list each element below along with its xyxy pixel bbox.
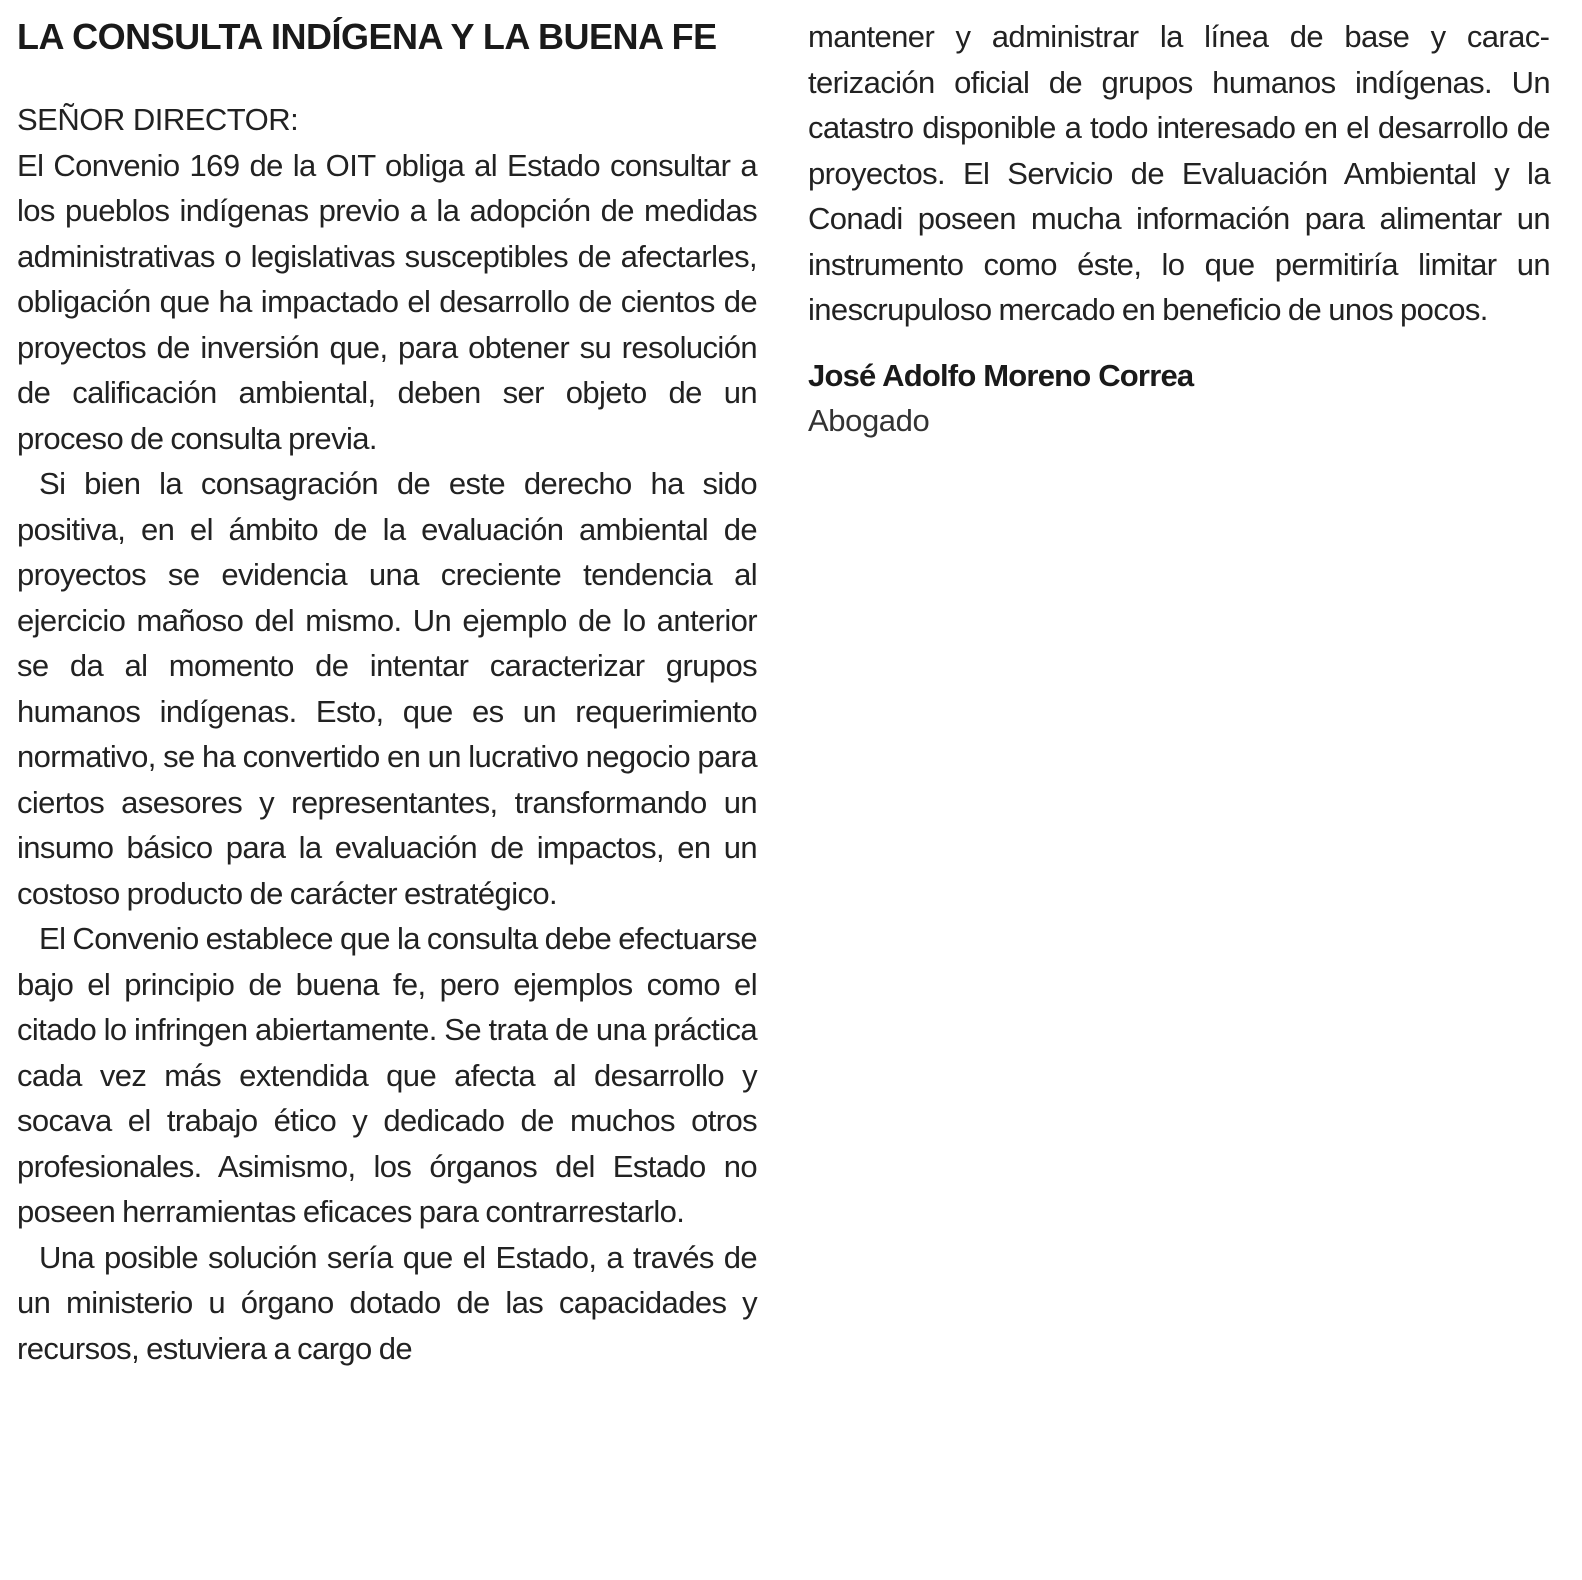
author-title: Abogado — [808, 402, 930, 438]
author-name: José Adolfo Moreno Correa — [808, 357, 1194, 393]
left-column — [17, 14, 757, 1371]
paragraph-2: Si bien la consagración de este derecho ha sido positiva, en el ámbito de la evaluación ambiental de proyectos se evidencia una creciente tendencia al ejercicio mañoso del mismo. Un ejemplo de lo anterior se da al momento de intentar caracterizar grupos humanos indígenas. Esto, que es un requerimiento normativo, se ha convertido en un lucrativo negocio para ciertos asesores y representantes, transformando un insumo básico para la evaluación de impactos, en un costoso producto de carácter estratégico. — [17, 466, 757, 911]
paragraph-3: El Convenio establece que la consulta debe efectuarse bajo el principio de buena fe, pero ejemplos como el citado lo infringen abiertamente. Se trata de una práctica cada vez más extendida que afecta al desarrollo y socava el trabajo ético y dedicado de muchos otros profesionales. Asimismo, los órganos del Estado no poseen herramientas eficaces para contrarrestarlo. — [17, 921, 757, 1229]
headline: LA CONSULTA INDÍGENA Y LA BUENA FE — [17, 16, 717, 57]
paragraph-4-continued: mantener y administrar la línea de base y caracterización oficial de grupos humanos indígenas. Un catastro disponible a todo interesado en el desarrollo de proyectos. El Servicio de Evaluación Ambiental y la Conadi poseen mucha información para alimentar un instrumento como éste, lo que permitiría limitar un inescrupuloso mercado en beneficio de unos pocos. — [808, 19, 1550, 327]
right-column — [808, 14, 1550, 443]
paragraph-4: Una posible solución sería que el Estado, a través de un ministerio u órgano dotado de las capacidades y recursos, estuviera a cargo de — [17, 1239, 757, 1366]
paragraph-1: El Convenio 169 de la OIT obliga al Estado consultar a los pueblos indígenas previo a la adopción de medidas administrativas o legislativas susceptibles de afectarles, obligación que ha impactado el desarrollo de cientos de proyectos de inversión que, para obtener su resolución de calificación ambiental, deben ser objeto de un proceso de consulta previa. — [17, 147, 757, 456]
salutation: SEÑOR DIRECTOR: — [17, 102, 299, 137]
